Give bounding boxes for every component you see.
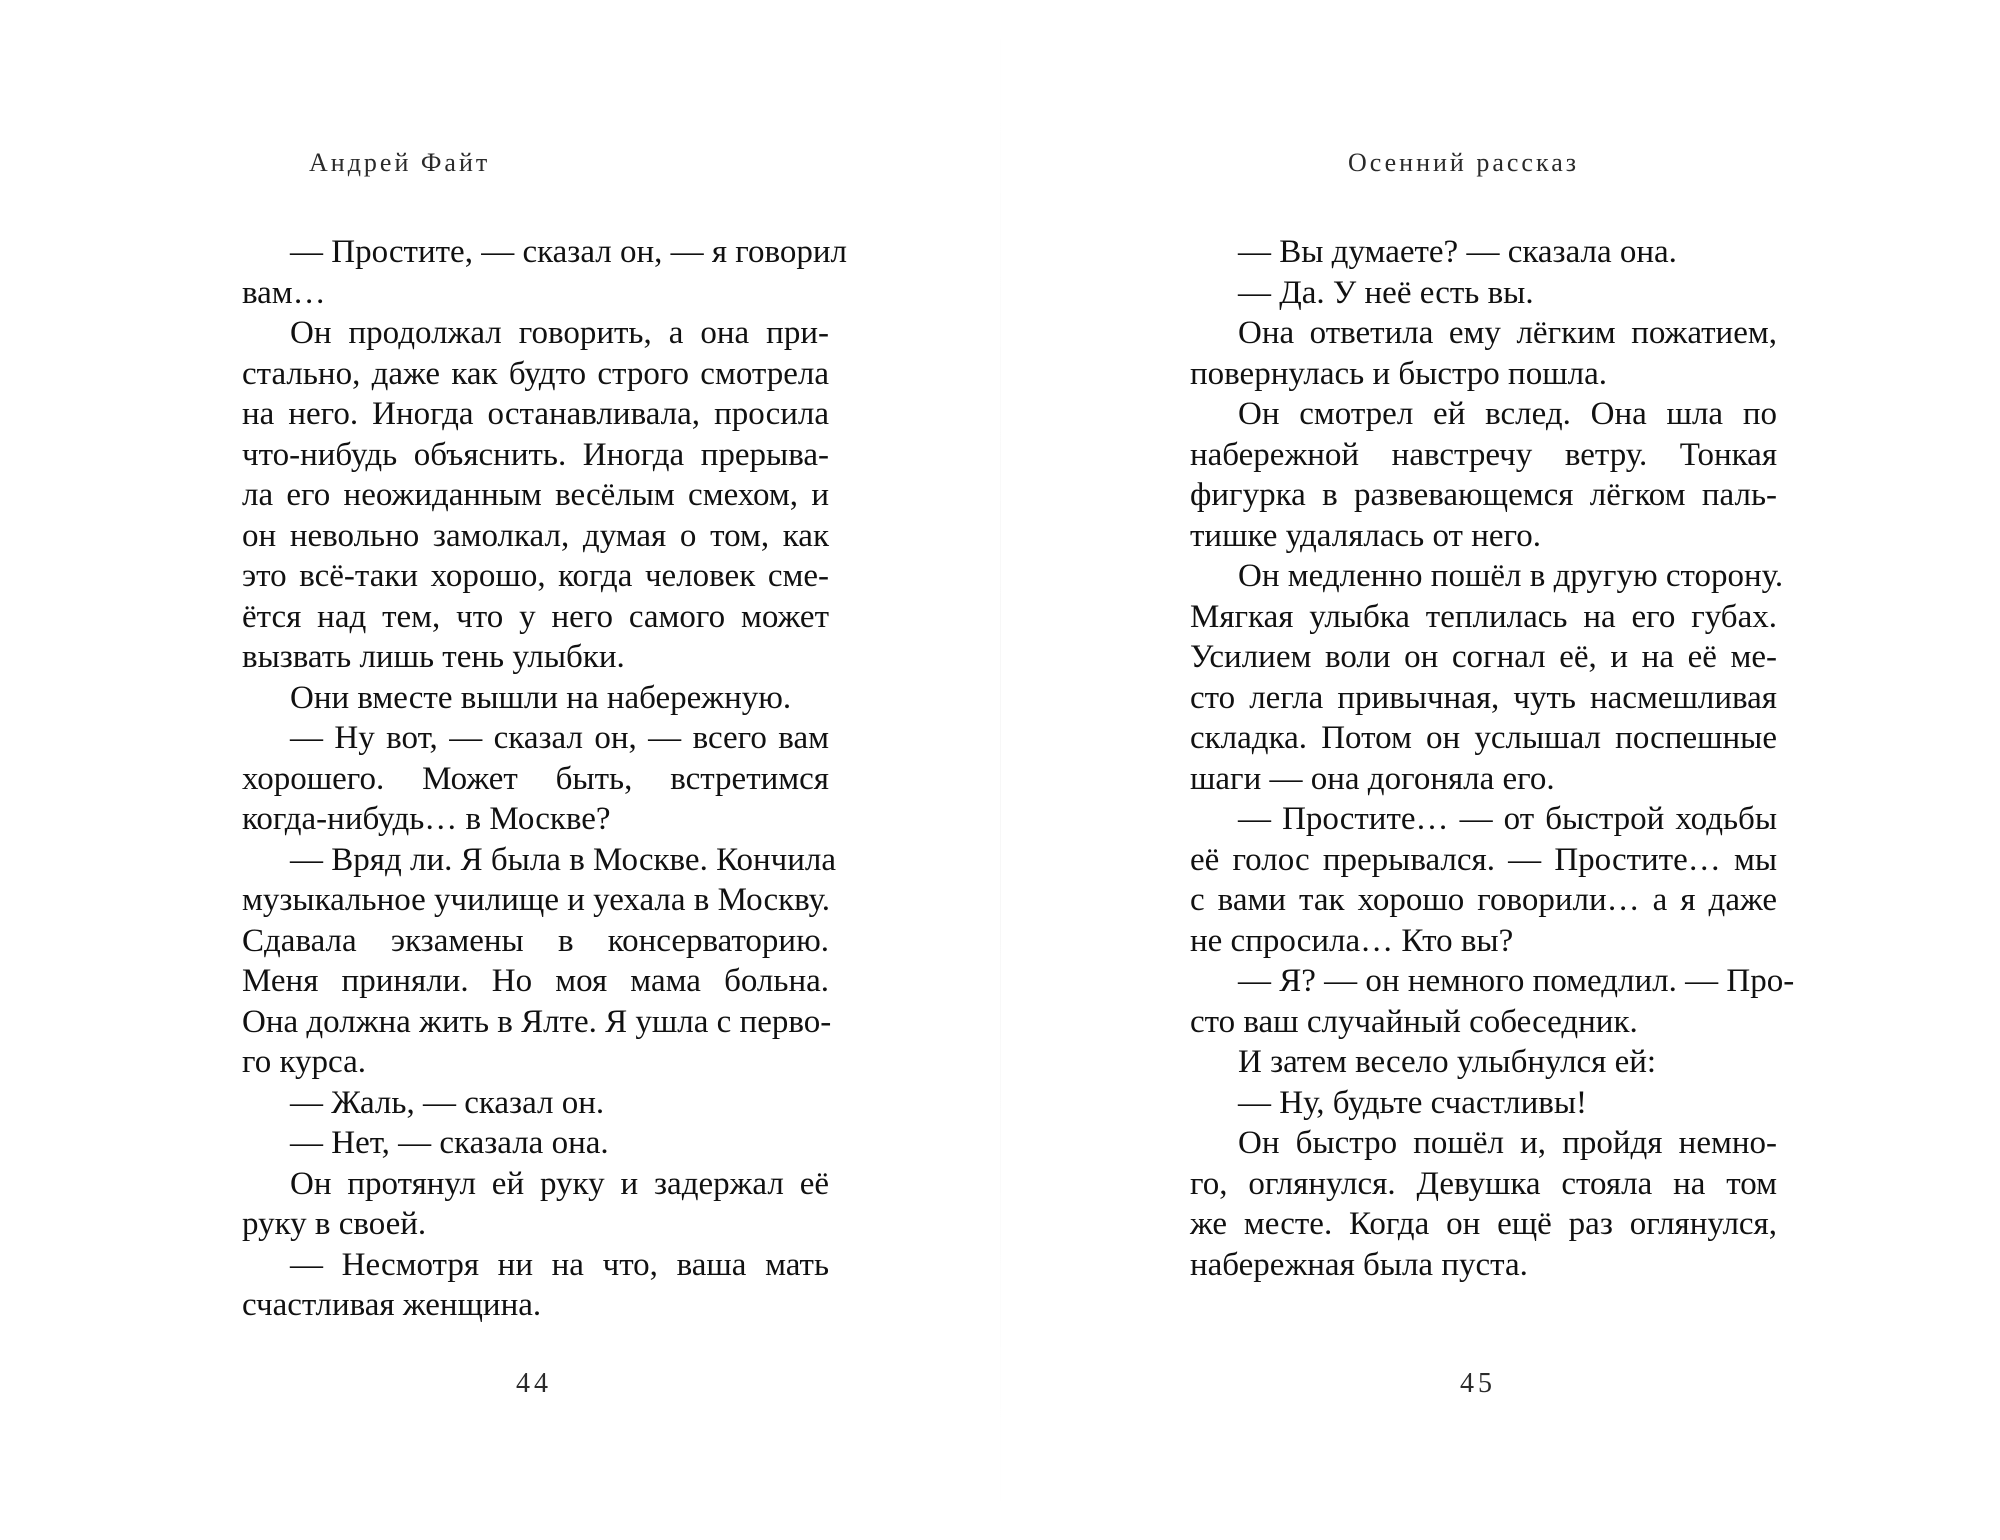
text-line: фигурка в развевающемся лёгком паль- <box>1190 477 1777 513</box>
text-line: ётся над тем, что у него самого может <box>242 598 829 635</box>
text-line: — Простите… — от быстрой ходьбы <box>1238 801 1777 837</box>
text-line: тишке удалялась от него. <box>1190 517 1541 554</box>
text-line: набережная была пуста. <box>1190 1246 1528 1283</box>
text-line: шаги — она догоняла его. <box>1190 760 1555 797</box>
page-number: 44 <box>516 1368 552 1399</box>
text-line: Он быстро пошёл и, пройдя немно- <box>1238 1125 1777 1161</box>
text-line: музыкальное училище и уехала в Москву. <box>242 882 831 918</box>
text-line: набережной навстречу ветру. Тонкая <box>1190 436 1777 473</box>
text-line: — Я? — он немного помедлил. — Про- <box>1238 963 1795 999</box>
text-line: — Вряд ли. Я была в Москве. Кончила <box>290 841 836 878</box>
text-line: — Несмотря ни на что, ваша мать <box>290 1246 829 1283</box>
text-line: И затем весело улыбнулся ей: <box>1238 1044 1657 1080</box>
text-line: — Вы думаете? — сказала она. <box>1238 234 1677 270</box>
text-line: же месте. Когда он ещё раз оглянулся, <box>1190 1206 1777 1242</box>
text-line: руку в своей. <box>242 1206 427 1242</box>
text-line: что-нибудь объяснить. Иногда прерыва- <box>242 436 829 473</box>
text-line: Усилием воли он согнал её, и на её ме- <box>1190 639 1777 675</box>
left-text-block <box>242 232 848 1326</box>
text-line: ла его неожиданным весёлым смехом, и <box>242 477 829 513</box>
text-line: повернулась и быстро пошла. <box>1190 355 1607 392</box>
text-line: на него. Иногда останавливала, просила <box>242 396 829 432</box>
text-line: сто легла привычная, чуть насмешливая <box>1190 679 1777 716</box>
running-head-author: Андрей Файт <box>309 148 491 177</box>
text-line: стально, даже как будто строго смотрела <box>242 355 829 392</box>
text-line: складка. Потом он услышал поспешные <box>1190 720 1777 756</box>
text-line: Он медленно пошёл в другую сторону. <box>1238 558 1784 594</box>
text-line: вызвать лишь тень улыбки. <box>242 639 625 675</box>
running-head-title: Осенний рассказ <box>1348 148 1579 177</box>
text-line: не спросила… Кто вы? <box>1190 922 1514 959</box>
text-line: Она ответила ему лёгким пожатием, <box>1238 315 1777 351</box>
text-line: её голос прерывался. — Простите… мы <box>1190 841 1777 878</box>
text-line: Она должна жить в Ялте. Я ушла с перво- <box>242 1003 832 1040</box>
text-line: Сдавала экзамены в консерваторию. <box>242 922 829 959</box>
right-page <box>1000 0 2000 1540</box>
text-line: Он смотрел ей вслед. Она шла по <box>1238 396 1777 432</box>
text-line: Они вместе вышли на набережную. <box>290 679 792 716</box>
text-line: Мягкая улыбка теплилась на его губах. <box>1190 598 1777 635</box>
text-line: — Ну, будьте счастливы! <box>1238 1084 1587 1121</box>
text-line: он невольно замолкал, думая о том, как <box>242 517 829 554</box>
text-line: счастливая женщина. <box>242 1287 542 1323</box>
text-line: хорошего. Может быть, встретимся <box>242 760 829 797</box>
text-line: — Простите, — сказал он, — я говорил <box>290 234 848 270</box>
text-line: — Жаль, — сказал он. <box>290 1084 605 1121</box>
text-line: Меня приняли. Но моя мама больна. <box>242 963 829 999</box>
text-line: Он продолжал говорить, а она при- <box>290 315 829 351</box>
text-line: — Да. У неё есть вы. <box>1238 274 1534 311</box>
text-line: го курса. <box>242 1044 366 1080</box>
text-line: — Ну вот, — сказал он, — всего вам <box>290 720 829 756</box>
right-text-block <box>1190 232 1795 1285</box>
text-line: с вами так хорошо говорили… а я даже <box>1190 882 1777 918</box>
text-line: Он протянул ей руку и задержал её <box>290 1165 829 1202</box>
text-line: сто ваш случайный собеседник. <box>1190 1003 1638 1040</box>
text-line: вам… <box>242 274 326 311</box>
text-line: го, оглянулся. Девушка стояла на том <box>1190 1165 1777 1202</box>
text-line: — Нет, — сказала она. <box>290 1125 609 1161</box>
text-line: когда-нибудь… в Москве? <box>242 801 611 837</box>
text-line: это всё-таки хорошо, когда человек сме- <box>242 558 829 594</box>
page-number: 45 <box>1460 1368 1496 1399</box>
